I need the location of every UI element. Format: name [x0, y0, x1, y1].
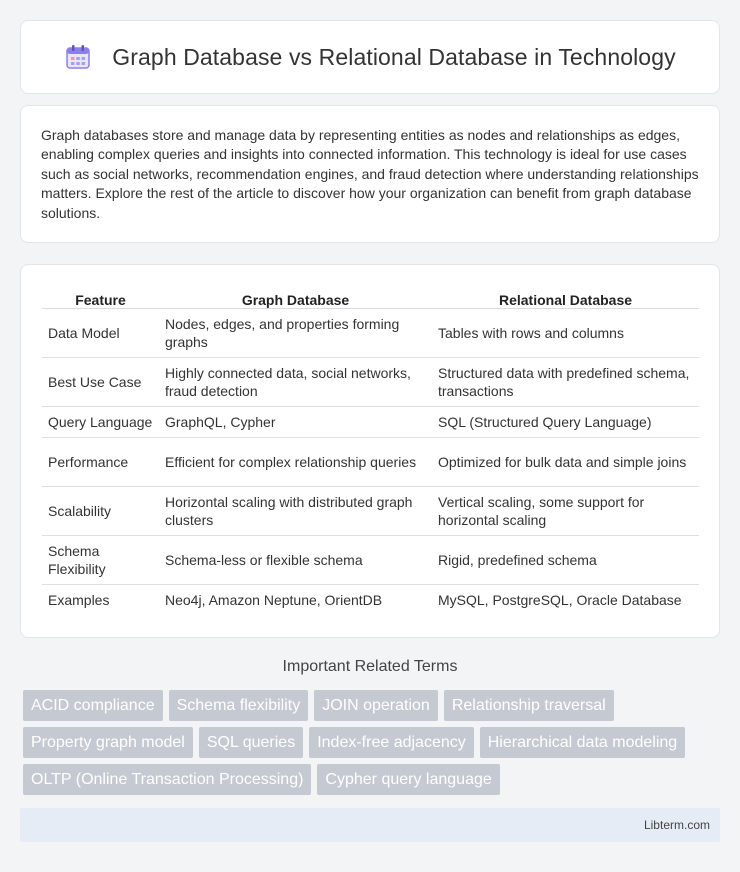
intro-card	[20, 105, 720, 243]
related-term-tag[interactable]: ACID compliance	[23, 690, 163, 721]
table-row	[42, 437, 699, 486]
table-row	[42, 486, 699, 535]
feature-cell: Examples	[48, 591, 110, 608]
graph-cell: Neo4j, Amazon Neptune, OrientDB	[165, 591, 383, 608]
related-term-tag[interactable]: Index-free adjacency	[309, 727, 474, 758]
relational-cell: Tables with rows and columns	[432, 308, 699, 357]
feature-cell: Scalability	[42, 486, 159, 535]
header-relational-database: Relational Database	[432, 285, 699, 308]
header-graph-database: Graph Database	[159, 285, 432, 308]
intro-paragraph: Graph databases store and manage data by representing entities as nodes and relationships as edges, enabling complex queries and insights into connected information. This technology is ideal for use cases such as social networks, recommendation engines, and fraud detection where understanding relationships matters. Explore the rest of the article to discover how your organization can benefit from graph database solutions.	[41, 127, 699, 221]
title-card	[20, 20, 720, 94]
graph-cell: Schema-less or flexible schema	[159, 535, 432, 584]
table-header-row	[42, 285, 699, 308]
relational-cell: Rigid, predefined schema	[432, 535, 699, 584]
related-term-tag[interactable]: JOIN operation	[314, 690, 438, 721]
related-terms-list	[23, 690, 703, 795]
title-row	[21, 21, 719, 93]
graph-cell: Nodes, edges, and properties forming graphs	[159, 308, 432, 357]
comparison-table-card	[20, 264, 720, 638]
relational-cell: MySQL, PostgreSQL, Oracle Database	[438, 591, 682, 608]
table-row	[42, 406, 699, 437]
header-feature: Feature	[42, 285, 159, 308]
relational-cell: Vertical scaling, some support for horizontal scaling	[432, 486, 699, 535]
footer-site-link[interactable]: Libterm.com	[643, 818, 710, 832]
page-title: Graph Database vs Relational Database in Technology	[112, 43, 676, 70]
feature-cell: Schema Flexibility	[42, 535, 159, 584]
graph-cell: Highly connected data, social networks, fraud detection	[159, 357, 432, 406]
related-terms-heading: Important Related Terms	[282, 658, 458, 675]
graph-cell: Horizontal scaling with distributed graph clusters	[159, 486, 432, 535]
feature-cell: Query Language	[42, 406, 159, 437]
related-term-tag[interactable]: Schema flexibility	[169, 690, 309, 721]
footer	[20, 808, 720, 842]
relational-cell: Structured data with predefined schema, transactions	[432, 357, 699, 406]
table-row	[42, 584, 699, 615]
table-row	[42, 308, 699, 357]
related-term-tag[interactable]: OLTP (Online Transaction Processing)	[23, 764, 311, 795]
feature-cell: Data Model	[42, 308, 159, 357]
table-row	[42, 535, 699, 584]
related-term-tag[interactable]: Relationship traversal	[444, 690, 614, 721]
graph-cell: GraphQL, Cypher	[159, 406, 432, 437]
graph-cell: Efficient for complex relationship queries	[159, 437, 432, 486]
table-row	[42, 357, 699, 406]
related-term-tag[interactable]: Property graph model	[23, 727, 193, 758]
feature-cell: Performance	[42, 437, 159, 486]
comparison-table	[42, 285, 699, 615]
relational-cell: Optimized for bulk data and simple joins	[432, 437, 699, 486]
related-term-tag[interactable]: Cypher query language	[317, 764, 499, 795]
feature-cell: Best Use Case	[42, 357, 159, 406]
relational-cell: SQL (Structured Query Language)	[432, 406, 699, 437]
related-term-tag[interactable]: SQL queries	[199, 727, 303, 758]
related-term-tag[interactable]: Hierarchical data modeling	[480, 727, 685, 758]
calendar-icon	[64, 43, 92, 71]
